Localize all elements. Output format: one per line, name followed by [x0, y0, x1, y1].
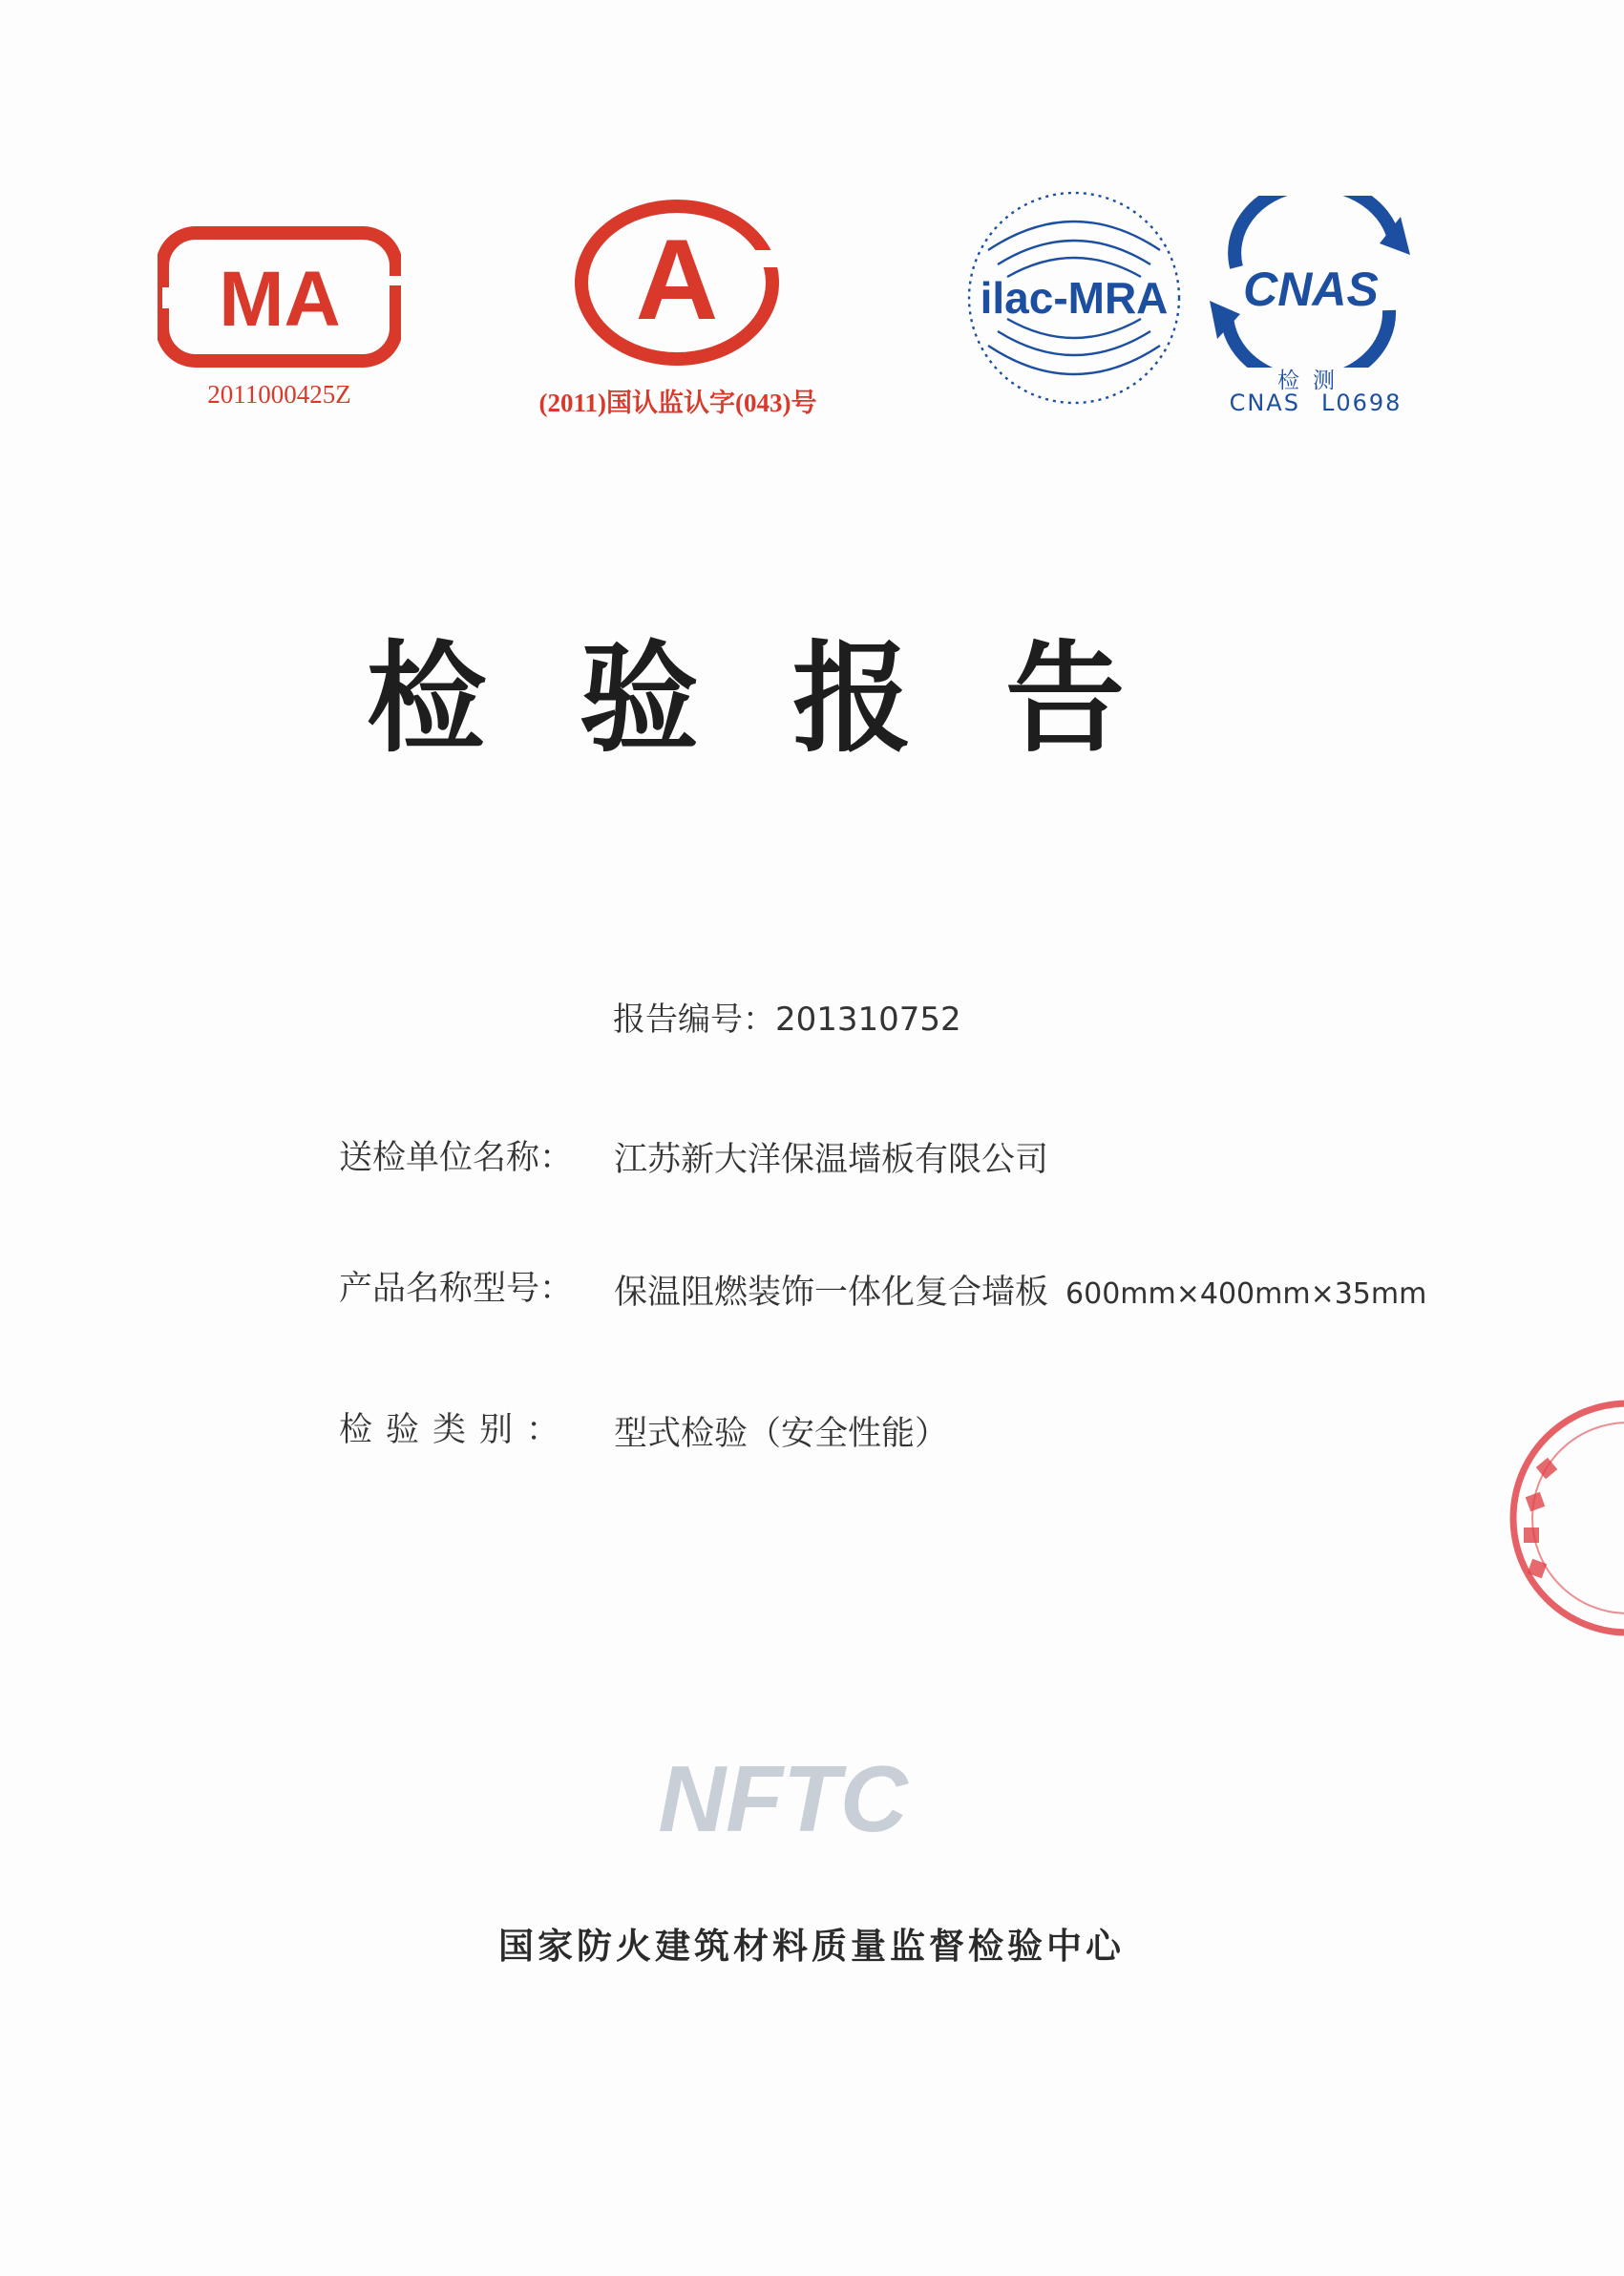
inspection-type-label: 检验类别： — [339, 1411, 574, 1449]
nftc-text: NFTC — [658, 1747, 908, 1851]
product-name: 保温阻燃装饰一体化复合墙板 — [614, 1274, 1049, 1312]
sender-value: 江苏新大洋保温墙板有限公司 — [614, 1141, 1049, 1179]
cnas-accreditation-number: CNAS L0698 — [1229, 390, 1403, 416]
cnas-text: CNAS — [1243, 263, 1379, 316]
ilac-mra-logo — [960, 183, 1189, 412]
cnas-sub-label: 检测 — [1277, 369, 1348, 393]
product-label: 产品名称型号： — [339, 1270, 574, 1308]
cal-letter: A — [635, 216, 719, 344]
cnas-logo — [1198, 196, 1423, 368]
cal-number: (2011)国认监认字(043)号 — [538, 389, 817, 417]
product-value — [614, 1266, 1426, 1314]
cma-number: 2011000425Z — [207, 380, 351, 409]
sender-label: 送检单位名称： — [339, 1139, 574, 1177]
cma-logo — [158, 225, 401, 369]
cal-logo — [571, 195, 784, 369]
document-title: 检验报告 — [367, 630, 1218, 769]
nftc-logo — [621, 1747, 945, 1852]
cma-letters: MA — [219, 256, 341, 343]
report-number: 报告编号：201310752 — [613, 1001, 961, 1039]
official-seal — [1489, 1394, 1624, 1642]
product-dimensions: 600mm×400mm×35mm — [1065, 1277, 1427, 1311]
organization-name: 国家防火建筑材料质量监督检验中心 — [498, 1926, 1125, 1967]
ilac-text: ilac-MRA — [980, 273, 1169, 323]
inspection-type-value: 型式检验（安全性能） — [614, 1415, 949, 1453]
